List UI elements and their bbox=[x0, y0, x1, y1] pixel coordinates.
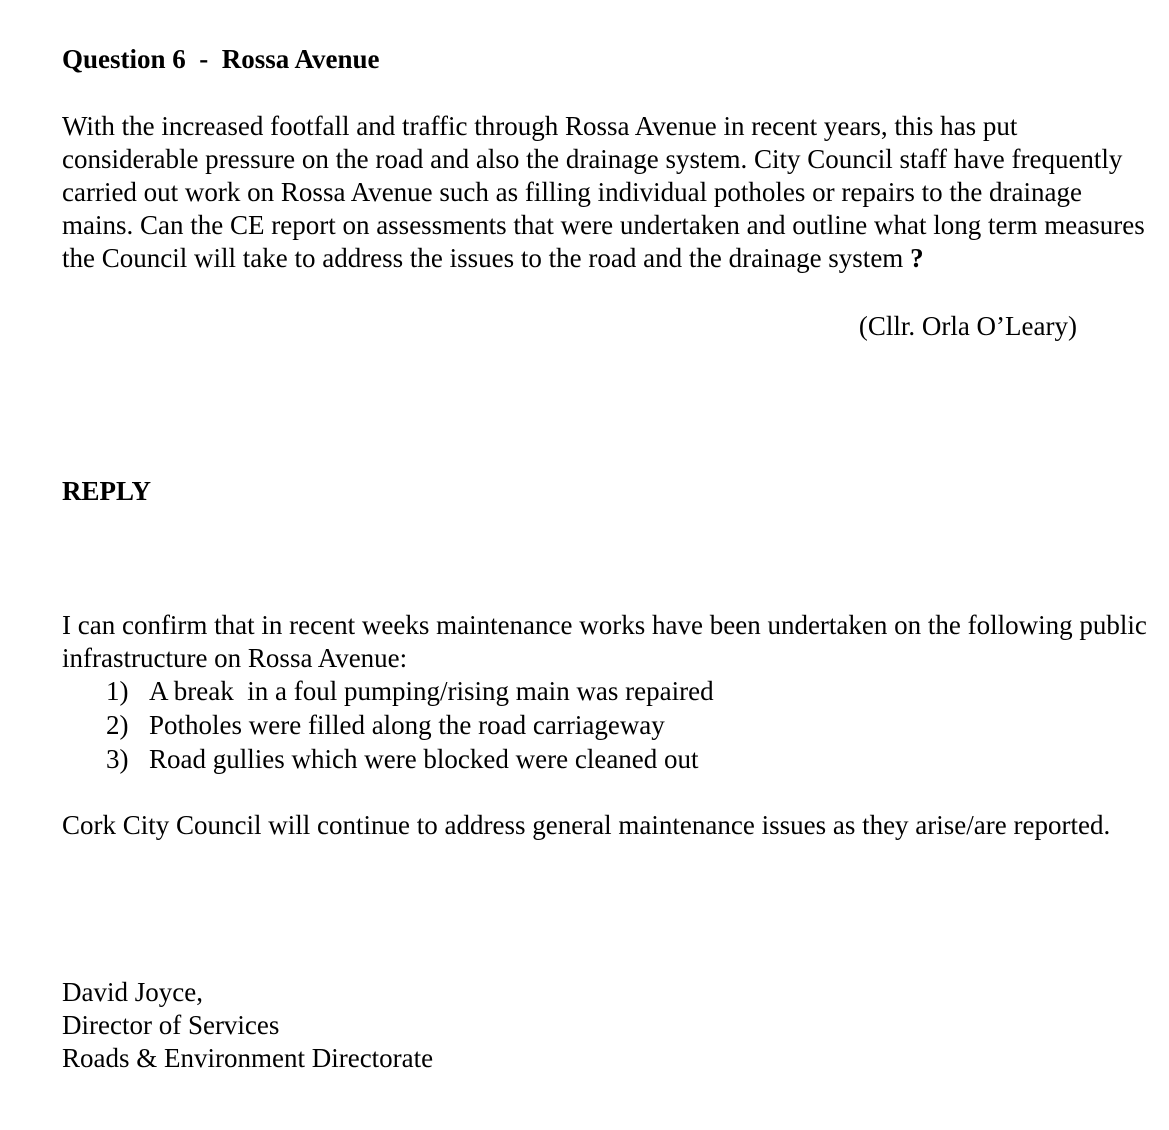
signature-directorate: Roads & Environment Directorate bbox=[62, 1043, 434, 1073]
signature-block bbox=[62, 976, 433, 1075]
list-item bbox=[106, 675, 714, 709]
list-item-text: Potholes were filled along the road carriageway bbox=[149, 710, 665, 740]
question-text bbox=[62, 110, 1152, 275]
signature-title: Director of Services bbox=[62, 1010, 280, 1040]
list-item-number: 2) bbox=[106, 710, 129, 740]
reply-closing: Cork City Council will continue to address general maintenance issues as they arise/are reported. bbox=[62, 810, 1111, 840]
question-mark: ? bbox=[903, 243, 924, 273]
reply-intro: I can confirm that in recent weeks maintenance works have been undertaken on the following public infrastructure on Rossa Avenue: bbox=[62, 610, 1147, 673]
list-item-number: 1) bbox=[106, 676, 129, 706]
list-item bbox=[106, 743, 714, 777]
question-heading: Question 6 - Rossa Avenue bbox=[62, 44, 380, 74]
document-page bbox=[62, 0, 1157, 1130]
reply-heading: REPLY bbox=[62, 476, 152, 506]
question-author: (Cllr. Orla O’Leary) bbox=[858, 311, 1077, 341]
list-item-text: A break in a foul pumping/rising main was repaired bbox=[149, 676, 714, 706]
list-item-number: 3) bbox=[106, 744, 129, 774]
list-item-text: Road gullies which were blocked were cleaned out bbox=[149, 744, 699, 774]
list-item bbox=[106, 709, 714, 743]
signature-name: David Joyce, bbox=[62, 977, 203, 1007]
reply-list bbox=[106, 675, 714, 777]
question-body-text: With the increased footfall and traffic through Rossa Avenue in recent years, this has put considerable pressure on the road and also the drainage system. City Council staff have frequently carried out work on Rossa Avenue such as filling individual potholes or repairs to the drainage mains. Can the CE report on assessments that were undertaken and outline what long term measures the Council will take to address the issues to the road and the drainage system bbox=[62, 111, 1145, 273]
